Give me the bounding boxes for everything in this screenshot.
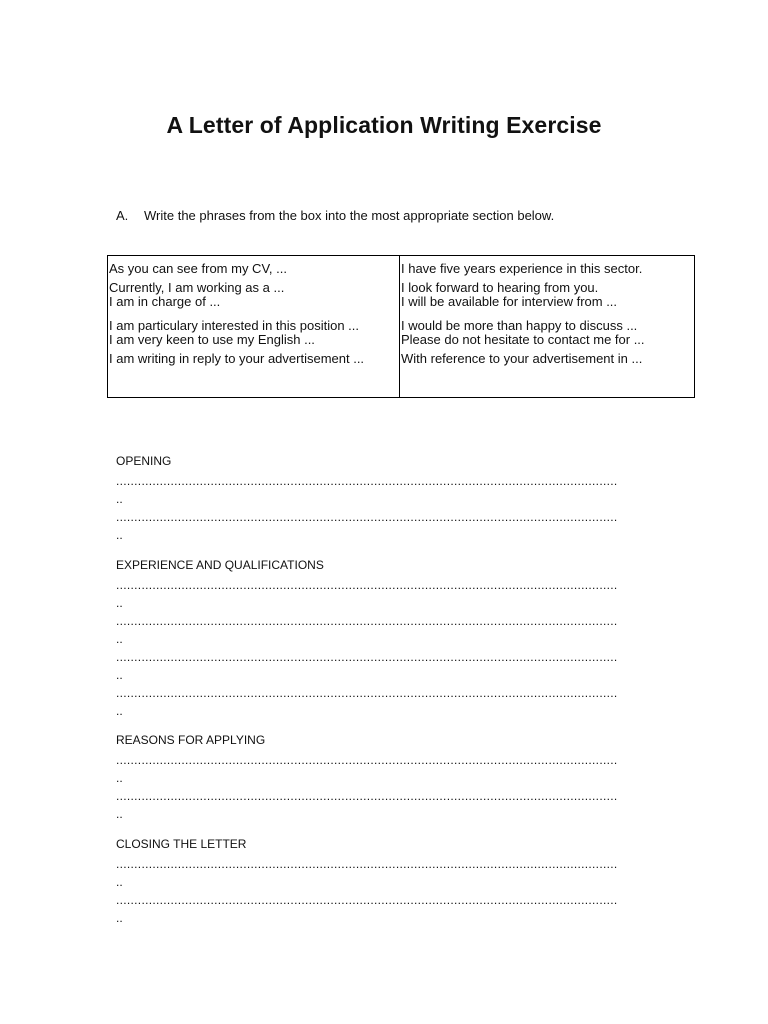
answer-line[interactable] [116,472,656,508]
answer-line[interactable] [116,648,656,684]
answer-line[interactable] [116,684,656,720]
answer-line[interactable] [116,891,656,927]
answer-dots: .......................................................................................................................................... [116,686,618,700]
phrase-item: I am very keen to use my English ... [109,332,315,347]
page-title: A Letter of Application Writing Exercise [166,112,602,138]
section-opening [116,454,656,544]
answer-dots: .......................................................................................................................................... [116,510,618,524]
answer-dots: .......................................................................................................................................... [116,753,618,767]
instruction [116,208,554,223]
phrase-item: I am writing in reply to your advertisement ... [109,351,365,366]
answer-line[interactable] [116,576,656,612]
answer-line[interactable] [116,508,656,544]
phrase-item: I will be available for interview from ... [401,294,618,309]
answer-dots-tail: .. [116,492,123,506]
phrase-column-right [400,256,694,397]
phrase-item: I look forward to hearing from you. [401,280,599,295]
phrase-column-left [108,256,400,397]
phrase-box [107,255,695,398]
answer-dots-tail: .. [116,596,123,610]
answer-line[interactable] [116,787,656,823]
answer-dots: .......................................................................................................................................... [116,857,618,871]
section-heading: OPENING [116,454,172,468]
instruction-text: Write the phrases from the box into the most appropriate section below. [144,208,555,223]
answer-line[interactable] [116,855,656,891]
phrase-item: Currently, I am working as a ... [109,280,285,295]
section-heading: EXPERIENCE AND QUALIFICATIONS [116,558,324,572]
answer-line[interactable] [116,612,656,648]
answer-dots: .......................................................................................................................................... [116,474,618,488]
answer-dots-tail: .. [116,771,123,785]
phrase-item: With reference to your advertisement in ... [401,351,643,366]
section-reasons-for-applying [116,733,656,823]
answer-dots: .......................................................................................................................................... [116,614,618,628]
section-heading: CLOSING THE LETTER [116,837,247,851]
phrase-item: Please do not hesitate to contact me for ... [401,332,645,347]
phrase-item: As you can see from my CV, ... [109,261,287,276]
answer-dots-tail: .. [116,668,123,682]
section-closing-the-letter [116,837,656,927]
answer-dots-tail: .. [116,807,123,821]
answer-dots: .......................................................................................................................................... [116,650,618,664]
phrase-item: I would be more than happy to discuss ... [401,318,638,333]
phrase-item: I am in charge of ... [109,294,221,309]
section-experience-and-qualifications [116,558,656,720]
answer-dots-tail: .. [116,528,123,542]
answer-dots-tail: .. [116,704,123,718]
answer-line[interactable] [116,751,656,787]
section-heading: REASONS FOR APPLYING [116,733,266,747]
answer-dots: .......................................................................................................................................... [116,578,618,592]
instruction-letter: A. [116,208,129,223]
phrase-item: I have five years experience in this sector. [401,261,643,276]
answer-dots: .......................................................................................................................................... [116,893,618,907]
answer-dots: .......................................................................................................................................... [116,789,618,803]
answer-dots-tail: .. [116,911,123,925]
phrase-item: I am particulary interested in this position ... [109,318,360,333]
answer-dots-tail: .. [116,875,123,889]
answer-dots-tail: .. [116,632,123,646]
